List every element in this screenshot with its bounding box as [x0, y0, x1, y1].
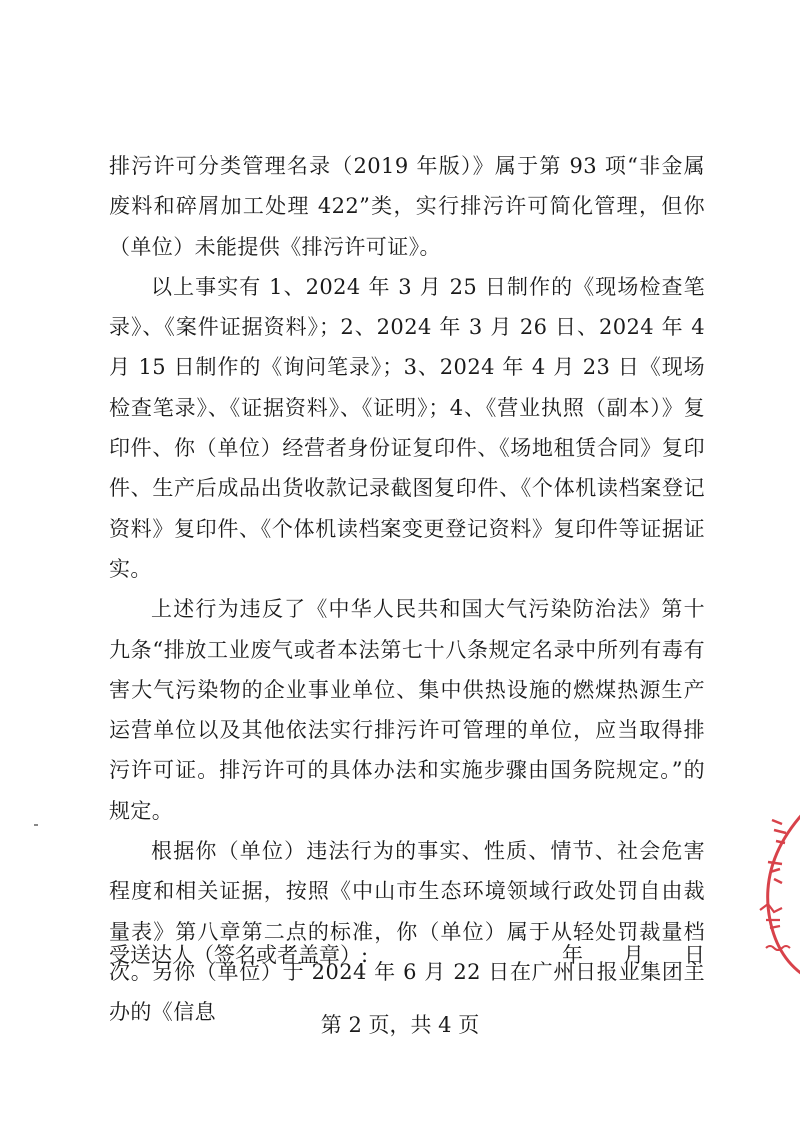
- year-label: 年: [562, 943, 583, 967]
- day-label: 日: [684, 943, 705, 967]
- month-label: 月: [623, 943, 644, 967]
- paragraph-3: 上述行为违反了《中华人民共和国大气污染防治法》第十九条“排放工业废气或者本法第七十八条规定名录中所列有毒有害大气污染物的企业事业单位、集中供热设施的燃煤热源生产运营单位以及其他依法实行排污许可管理的单位，应当取得排污许可证。排污许可的具体办法和实施步骤由国务院规定。”的规定。: [109, 597, 705, 823]
- page-number: 第 2 页，共 4 页: [320, 1013, 480, 1037]
- document-body: [109, 146, 705, 1033]
- date-fields: [562, 940, 705, 970]
- paragraph-1: 排污许可分类管理名录（2019 年版）》属于第 93 项“非金属废料和碎屑加工处理 422”类，实行排污许可简化管理，但你（单位）未能提供《排污许可证》。: [109, 154, 705, 259]
- paragraph-2: 以上事实有 1、2024 年 3 月 25 日制作的《现场检查笔录》、《案件证据资料》；2、2024 年 3 月 26 日、2024 年 4 月 15 日制作的《询问笔录》；3、2024 年 4 月 23 日《现场检查笔录》、《证据资料》、《证明》；4、《营业执照（副本）》复印件、你（单位）经营者身份证复印件、《场地租赁合同》复印件、生产后成品出货收款记录截图复印件、《个体机读档案登记资料》复印件、《个体机读档案变更登记资料》复印件等证据证实。: [109, 274, 705, 581]
- recipient-label: 受送达人（签名或者盖章）:: [109, 943, 369, 967]
- recipient-signature-line: [109, 940, 705, 970]
- scan-artifact: [34, 824, 38, 826]
- paragraph-4: 根据你（单位）违法行为的事实、性质、情节、社会危害程度和相关证据，按照《中山市生态环境领域行政处罚自由裁量表》第八章第二点的标准，你（单位）属于从轻处罚裁量档次。另你（单位）于 2024 年 6 月 22 日在广州日报业集团主办的《信息: [109, 839, 705, 1025]
- official-seal-stamp: [750, 800, 800, 980]
